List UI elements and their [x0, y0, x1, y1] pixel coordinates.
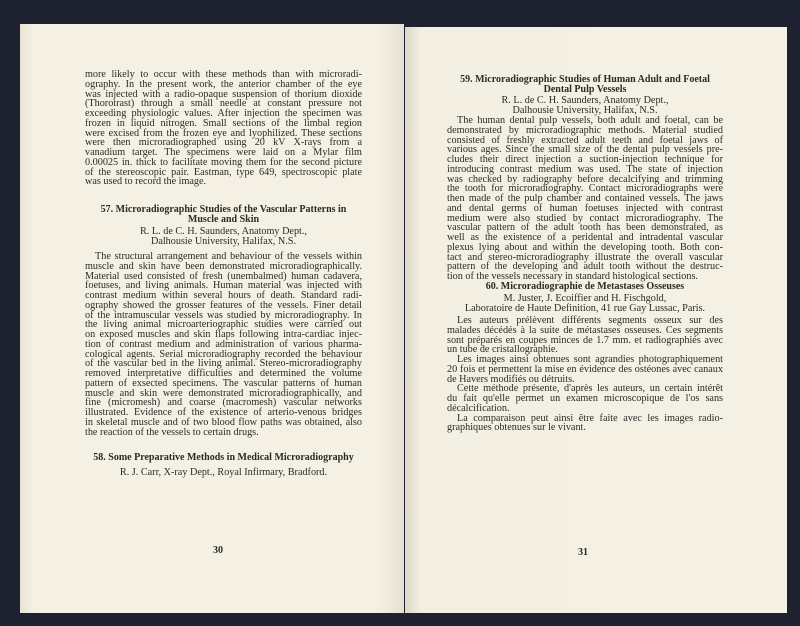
- text-line: of the intramuscular vessels was studied by microradiography. In: [85, 309, 362, 321]
- text-line: Dalhousie University, Halifax, N.S.: [150, 235, 297, 247]
- text-line: vanadium target. The specimens were laid on a Mylar film: [85, 147, 362, 158]
- text-line: was used to record the image.: [85, 176, 207, 188]
- text-line: R. L. de C. H. Saunders, Anatomy Dept.,: [140, 226, 307, 237]
- text-line: muscle and skin were demonstrated microradiographically, and: [85, 387, 362, 399]
- text-line: well as the existence of a peridental and intradental vascular: [447, 232, 723, 243]
- text-line: the reaction of the vessels to certain drugs.: [85, 426, 259, 438]
- text-line: removed interpretative difficulties and determined the volume: [85, 368, 362, 379]
- section-59-authors: [447, 96, 723, 116]
- text-line: more likely to occur with these methods than with microradi-: [85, 69, 362, 80]
- text-line: ography showed the grosser features of the vessels. Finer detail: [85, 299, 362, 311]
- text-line: foetuses, and living animals. Human material was injected with: [85, 280, 362, 292]
- paragraph: [447, 355, 723, 384]
- text-line: and dental germs of human foetuses injected with contrast: [447, 202, 723, 214]
- text-line: cludes their direct injection a suction-injection technique for: [447, 154, 723, 165]
- text-line: ography. In the present work, the anterior chamber of the eye: [85, 78, 362, 90]
- text-line: 60. Microradiographie de Metastases Osseuses: [485, 281, 685, 292]
- section-60-heading: [447, 282, 723, 292]
- text-line: un tube de cristallographie.: [447, 344, 558, 356]
- text-line: R. J. Carr, X-ray Dept., Royal Infirmary, Bradford.: [119, 467, 328, 478]
- paragraph: [447, 384, 723, 413]
- text-line: of the vascular bed in the living animal. Stereo-microradiography: [85, 358, 362, 370]
- text-line: in skeletal muscle and of two blood flow paths was obtained, also: [85, 416, 362, 428]
- text-line: The human dental pulp vessels, both adult and foetal, can be: [457, 115, 723, 126]
- text-line: tact and stereo-microradiography illustrate the overall vascular: [447, 251, 723, 263]
- text-line: fine (micromesh) and coarse (macromesh) vascular networks: [85, 397, 362, 409]
- text-line: graphiques obtenues sur le vivant.: [447, 422, 586, 434]
- page-number-left: 30: [213, 545, 223, 556]
- section-58-heading: [85, 453, 362, 463]
- text-line: were excised from the frozen eye and lyophilized. These sections: [85, 127, 362, 139]
- text-line: The structural arrangement and behaviour of the vessels within: [95, 251, 362, 262]
- text-line: 0.00025 in. thick to facilitate moving them for the second picture: [85, 156, 362, 168]
- text-line: Material used consisted of fresh (unembalmed) human cadavera,: [85, 270, 362, 282]
- text-line: 58. Some Preparative Methods in Medical Microradiography: [93, 452, 354, 463]
- text-line: of the stereoscopic pair. Eastman, type 649, spectroscopic plate: [85, 166, 362, 178]
- paragraph: [447, 316, 723, 355]
- text-line: was checked by radiography before decalcifying and trimming: [447, 173, 723, 185]
- text-line: vascular pattern of the adult tooth has been demonstrated, as: [447, 222, 723, 234]
- text-line: medium were also studied by contact microradiography. The: [447, 212, 723, 224]
- text-line: the tooth for microradiography. Contact microradiographs were: [447, 183, 723, 195]
- text-line: 20 fois et permettent la mise en évidence des ostéones avec canaux: [447, 363, 723, 375]
- text-line: muscle and skin have been demonstrated microradiographically.: [85, 260, 362, 272]
- text-line: Les auteurs prélèvent différents segments osseux sur des: [457, 315, 723, 326]
- page-number-right: 31: [578, 547, 588, 558]
- text-line: was injected with a radio-opaque suspension of thorium dioxide: [85, 88, 362, 100]
- text-line: then made of the pulp chamber and contained vessels. The jaws: [447, 193, 723, 204]
- text-line: Dental Pulp Vessels: [543, 83, 627, 95]
- text-line: sont préparés en coupes minces de 1.7 mm. et radiographiés avec: [447, 334, 723, 346]
- text-line: demonstrated by microradiographic methods. Material studied: [447, 124, 723, 136]
- paragraph: [447, 414, 723, 434]
- text-line: La comparaison peut ainsi être faite avec les images radio-: [457, 412, 723, 424]
- section-60-body: [447, 316, 723, 433]
- text-line: Les images ainsi obtenues sont agrandies photographiquement: [457, 354, 723, 365]
- text-line: exceeding physiologic values. After injection the specimen was: [85, 108, 362, 119]
- section-57-heading: [85, 205, 362, 225]
- text-line: were then microradiographed using 20 kV X-rays from a: [85, 137, 362, 149]
- text-line: (Thorotrast) through a small needle at constant pressure not: [85, 98, 362, 110]
- text-line: consisted of freshly extracted adult teeth and foetal jaws of: [447, 134, 723, 146]
- text-line: frozen in liquid nitrogen. Small sections of the limbal region: [85, 117, 362, 129]
- text-line: Laboratoire de Haute Definition, 41 rue Gay Lussac, Paris.: [464, 302, 706, 314]
- text-line: malades décédés à la suite de métastases osseuses. Ces segments: [447, 324, 723, 336]
- text-line: various ages. Since the small size of the dental pulp vessels pre-: [447, 144, 723, 156]
- text-line: décalcification.: [447, 402, 510, 414]
- section-57-authors: [85, 227, 362, 247]
- text-line: introducing contrast medium was used. The state of injection: [447, 163, 723, 175]
- text-line: de Havers modifiés ou détruits.: [447, 373, 575, 385]
- text-line: plexus lying about and within the developing tooth. Both con-: [447, 241, 723, 253]
- text-line: cological agents. Serial microradiography recorded the behaviour: [85, 348, 362, 360]
- section-59-heading: [447, 75, 723, 95]
- text-line: 57. Microradiographic Studies of the Vascular Patterns in: [100, 204, 347, 215]
- text-line: R. L. de C. H. Saunders, Anatomy Dept.,: [501, 95, 669, 106]
- text-line: illustrated. Evidence of the existence of arterio-venous bridges: [85, 407, 362, 418]
- text-line: pattern of exsected specimens. The vascular patterns of human: [85, 377, 362, 389]
- text-line: on exposed muscles and skin flaps following intra-cardiac injec-: [85, 329, 362, 340]
- text-line: 59. Microradiographic Studies of Human Adult and Foetal: [460, 74, 710, 85]
- text-line: du fait qu'elle permet un examen microscopique de l'os sans: [447, 393, 723, 404]
- section-57-body: [85, 252, 362, 437]
- text-line: contrast medium within several hours of death. Standard radi-: [85, 290, 362, 301]
- section-60-authors: [447, 294, 723, 314]
- text-line: Muscle and Skin: [187, 213, 260, 225]
- text-line: pattern of the developing and adult tooth without the destruc-: [447, 261, 723, 273]
- intro-paragraph: [85, 70, 362, 187]
- text-line: tion of contrast medium and administration of various pharma-: [85, 338, 362, 350]
- text-line: M. Juster, J. Ecoiffier and H. Fischgold,: [503, 293, 667, 304]
- text-line: Dalhousie University, Halifax, N.S.: [512, 104, 658, 116]
- section-59-body: [447, 116, 723, 282]
- text-line: the living animal microarteriographic studies were carried out: [85, 319, 362, 331]
- text-line: tion of the vessels necessary in standard histological sections.: [447, 271, 698, 282]
- text-line: Cette méthode présente, d'après les auteurs, un certain intérêt: [457, 383, 723, 395]
- section-58-authors: [85, 468, 362, 478]
